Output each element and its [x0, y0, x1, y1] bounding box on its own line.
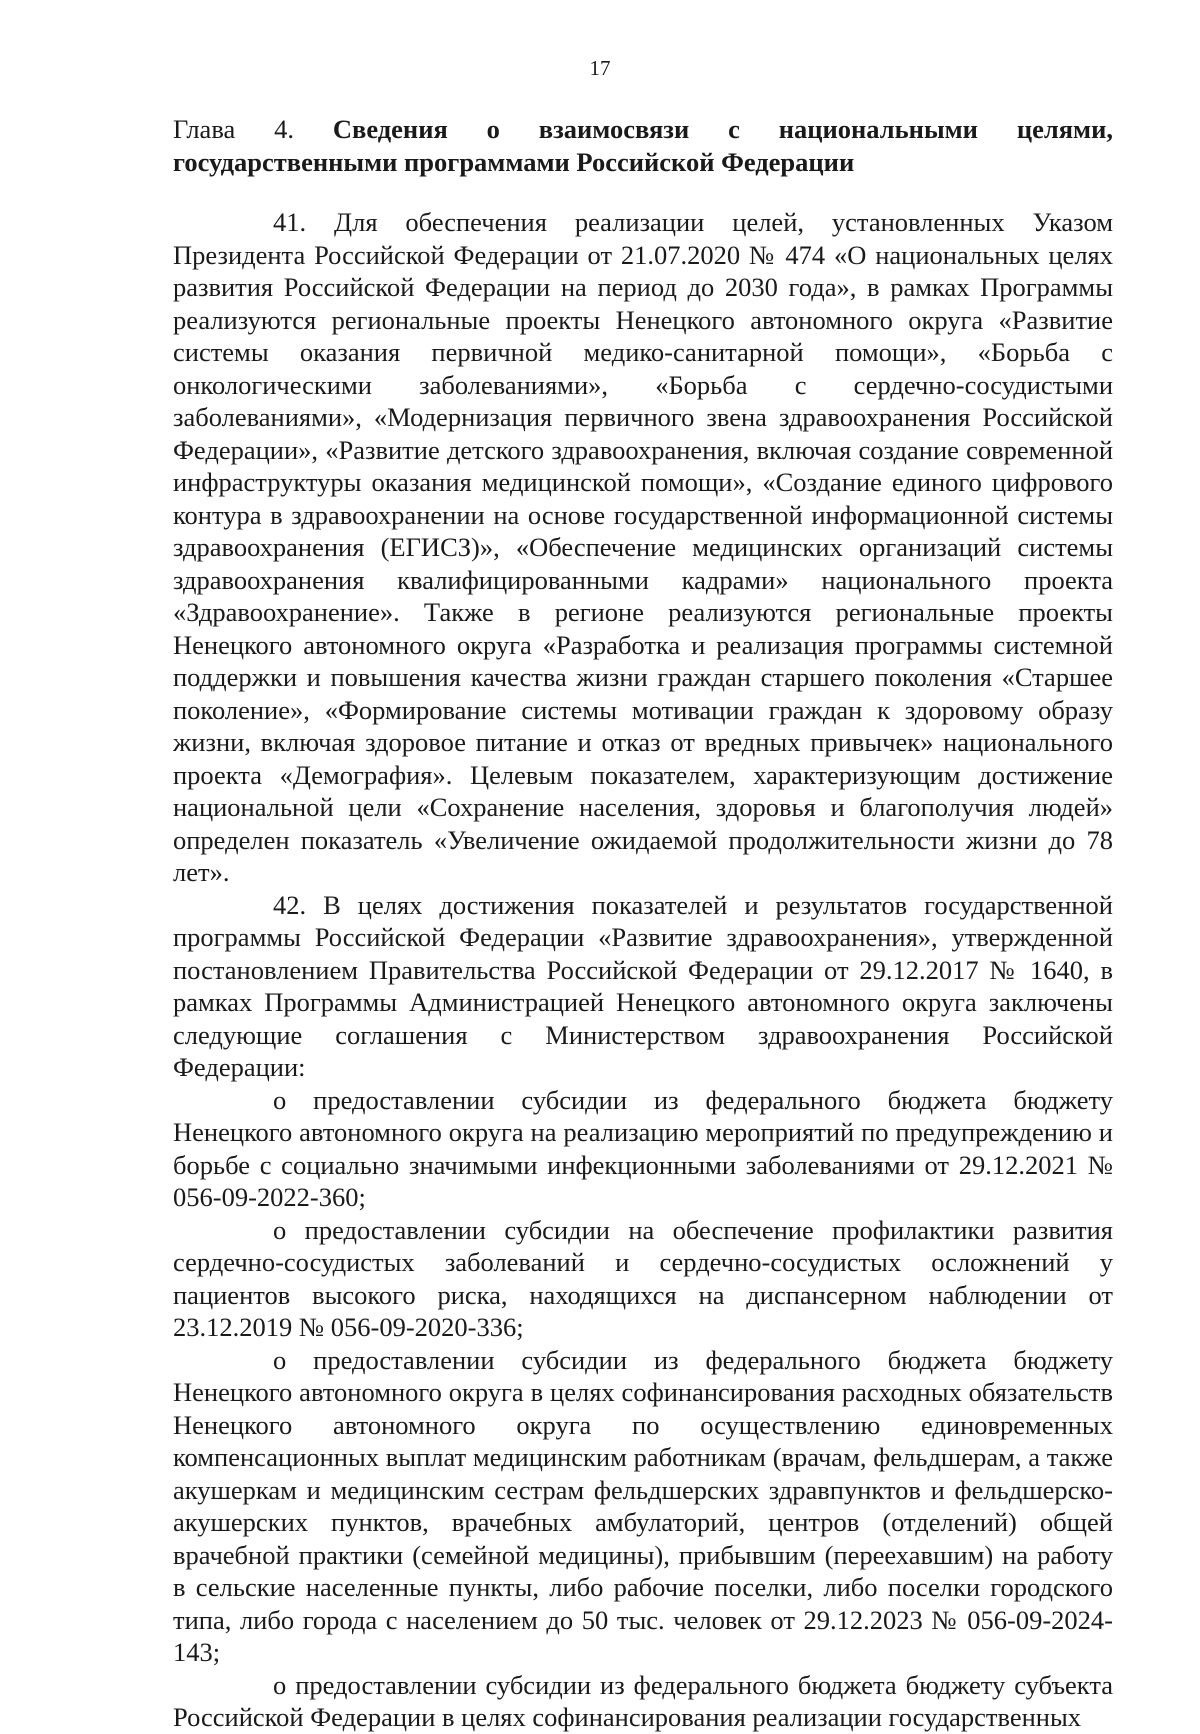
- agreement-state-programs: о предоставлении субсидии из федерального бюджета бюджету субъекта Российской Федерации в целях софинансирования реализации государственных: [173, 1669, 1113, 1732]
- agreement-compensation-payments: о предоставлении субсидии из федерального бюджета бюджету Ненецкого автономного округа в целях софинансирования расходных обязательств Ненецкого автономного округа по осуществлению единовременных компенсационных выплат медицинским работникам (врачам, фельдшерам, а также акушеркам и медицинским сестрам фельдшерских здравпунктов и фельдшерско-акушерских пунктов, врачебных амбулаторий, центров (отделений) общей врачебной практики (семейной медицины), прибывшим (переехавшим) на работу в сельские населенные пункты, либо рабочие поселки, либо поселки городского типа, либо города с населением до 50 тыс. человек от 29.12.2023 № 056-09-2024-143;: [173, 1344, 1113, 1667]
- chapter-label: Глава 4.: [173, 114, 294, 144]
- document-body: [173, 113, 1113, 1734]
- agreement-infectious-diseases: о предоставлении субсидии из федерального бюджета бюджету Ненецкого автономного округа на реализацию мероприятий по предупреждению и борьбе с социально значимыми инфекционными заболеваниями от 29.12.2021 № 056-09-2022-360;: [173, 1084, 1113, 1212]
- paragraph-42: 42. В целях достижения показателей и результатов государственной программы Российской Федерации «Развитие здравоохранения», утвержденной постановлением Правительства Российской Федерации от 29.12.2017 № 1640, в рамках Программы Администрацией Ненецкого автономного округа заключены следующие соглашения с Министерством здравоохранения Российской Федерации:: [173, 889, 1113, 1082]
- chapter-heading: [173, 113, 1113, 179]
- paragraph-41: 41. Для обеспечения реализации целей, установленных Указом Президента Российской Федерации от 21.07.2020 № 474 «О национальных целях развития Российской Федерации на период до 2030 года», в рамках Программы реализуются региональные проекты Ненецкого автономного округа «Развитие системы оказания первичной медико-санитарной помощи», «Борьба с онкологическими заболеваниями», «Борьба с сердечно-сосудистыми заболеваниями», «Модернизация первичного звена здравоохранения Российской Федерации», «Развитие детского здравоохранения, включая создание современной инфраструктуры оказания медицинской помощи», «Создание единого цифрового контура в здравоохранении на основе государственной информационной системы здравоохранения (ЕГИСЗ)», «Обеспечение медицинских организаций системы здравоохранения квалифицированными кадрами» национального проекта «Здравоохранение». Также в регионе реализуются региональные проекты Ненецкого автономного округа «Разработка и реализация программы системной поддержки и повышения качества жизни граждан старшего поколения «Старшее поколение», «Формирование системы мотивации граждан к здоровому образу жизни, включая здоровое питание и отказ от вредных привычек» национального проекта «Демография». Целевым показателем, характеризующим достижение национальной цели «Сохранение населения, здоровья и благополучия людей» определен показатель «Увеличение ожидаемой продолжительности жизни до 78 лет».: [173, 207, 1113, 887]
- agreement-cardiovascular-prevention: о предоставлении субсидии на обеспечение профилактики развития сердечно-сосудистых заболеваний и сердечно-сосудистых осложнений у пациентов высокого риска, находящихся на диспансерном наблюдении от 23.12.2019 № 056-09-2020-336;: [173, 1214, 1113, 1342]
- page-number: 17: [589, 56, 611, 80]
- chapter-title: Сведения о взаимосвязи с национальными целями, государственными программами Российской Федерации: [173, 114, 1114, 177]
